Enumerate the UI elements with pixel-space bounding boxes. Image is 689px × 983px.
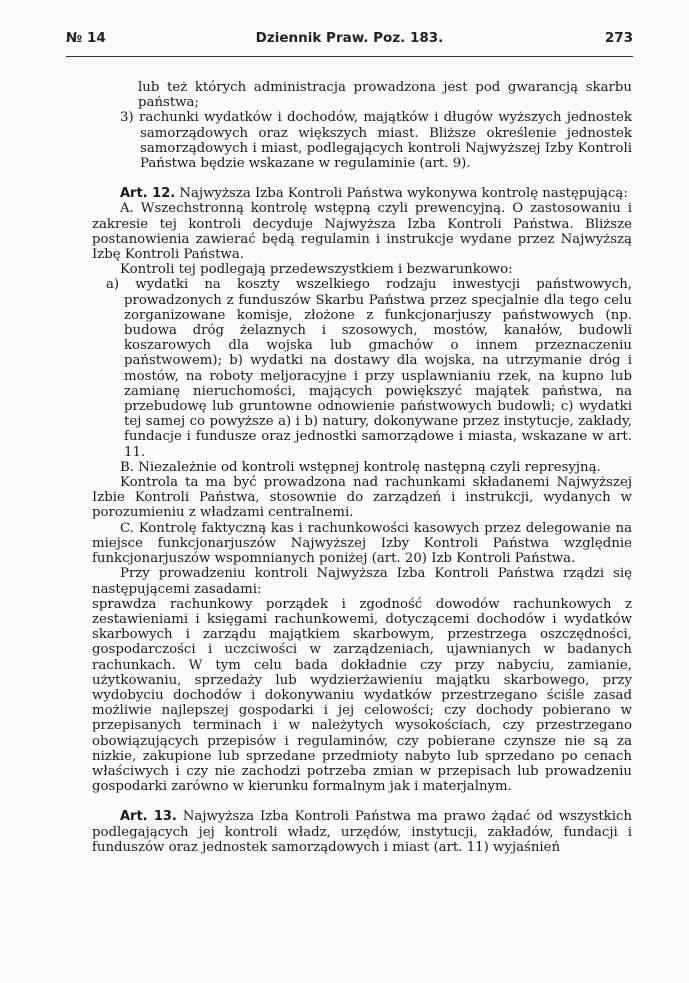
item2-continuation: lub też których administracja prowadzona jest pod gwarancją skarbu państwa; bbox=[138, 80, 632, 111]
article-13-label: Art. 13. bbox=[120, 809, 177, 825]
paragraph-a-list: a) wydatki na koszty wszelkiego rodzaju inwestycji państwowych, prowadzonych z funduszów Skarbu Państwa przez specjalnie dla tego celu zorganizowane komisje, złożone z funkcjonarjuszy państwowych (np. budowa dróg żelaznych i szosowych, mostów, kanałów, budowli koszarowych dla wojska lub gmachów o innem przeznaczeniu państwowem); b) wydatki na dostawy dla wojska, na utrzymanie dróg i mostów, na roboty meljoracyjne i przy usplawnianiu rzek, na kupno lub zamianę nieruchomości, mających powiększyć majątek państwa, na przebudowę lub gruntowne odnowienie państwowych budowli; c) wydatki tej samej co powyższe a) i b) natury, dokonywane przez instytucje, zakłady, fundacje i fundusze oraz jednostki samorządowe i miasta, wskazane w art. 11. bbox=[106, 277, 632, 460]
journal-title: Dziennik Praw. Poz. 183. bbox=[255, 30, 444, 46]
article-12-heading bbox=[92, 186, 632, 201]
issue-number: № 14 bbox=[66, 30, 106, 46]
article-13-text: Najwyższa Izba Kontroli Państwa ma prawo żądać od wszystkich podlegających jej kontroli władz, urzędów, instytucji, zakładów, fundacji i funduszów oraz jednostek samorządowych i miast (art. 11) wyjaśnień bbox=[92, 809, 632, 855]
paragraph-C: C. Kontrolę faktyczną kas i rachunkowości kasowych przez delegowanie na miejsce funkcjonarjuszów Najwyższej Izby Kontroli Państwa względnie funkcjonarjuszów wspomnianych poniżej (art. 20) Izb Kontroli Państwa. bbox=[92, 520, 632, 567]
page-number: 273 bbox=[604, 30, 633, 46]
paragraph-przy: Przy prowadzeniu kontroli Najwyższa Izba Kontroli Państwa rządzi się następującemi zasadami: bbox=[92, 566, 632, 597]
header-rule bbox=[66, 56, 633, 57]
article-12-text: Najwyższa Izba Kontroli Państwa wykonywa kontrolę następującą: bbox=[179, 186, 628, 202]
paragraph-kontrola: Kontrola ta ma być prowadzona nad rachunkami składanemi Najwyższej Izbie Kontroli Państwa, stosownie do zarządzeń i instrukcji, wydanych w porozumieniu z władzami centralnemi. bbox=[92, 475, 632, 521]
paragraph-sprawdza: sprawdza rachunkowy porządek i zgodność dowodów rachunkowych z zestawieniami i księgami rachunkowemi, dotyczącemi dochodów i wydatków skarbowych i zarządu majątkiem skarbowym, przestrzega oszczędności, gospodarczości i uczciwości w zarządzeniach, ujawnianych w badanych rachunkach. W tym celu bada dokładnie czy przy nabyciu, zamianie, użytkowaniu, sprzedaży lub wydzierżawieniu majątku skarbowego, przy wydobyciu dochodów i dokonywaniu wydatków przestrzegano ściśle zasad możliwie najlepszej gospodarki i jej celowości; czy dochody pobierano w przepisanych terminach i w należytych wysokościach, czy przestrzegano obowiązujących przepisów i regulaminów, czy pobierane czynsze nie są za nizkie, zakupione lub sprzedane przedmioty nabyto lub sprzedano po cenach właściwych i czy nie zachodzi potrzeba zmian w przepisach lub prowadzeniu gospodarki zarówno w kierunku formalnym jak i materjalnym. bbox=[92, 596, 632, 795]
article-13-heading bbox=[92, 809, 632, 855]
document-body bbox=[92, 80, 632, 855]
paragraph-kontroli: Kontroli tej podlegają przedewszystkiem i bezwarunkowo: bbox=[120, 262, 513, 278]
paragraph-A: A. Wszechstronną kontrolę wstępną czyli prewencyjną. O zastosowaniu i zakresie tej kontroli decyduje Najwyższa Izba Kontroli Państwa. Bliższe postanowienia zawierać będą regulamin i instrukcje wydane przez Najwyższą Izbę Kontroli Państwa. bbox=[92, 201, 632, 263]
paragraph-B: B. Niezależnie od kontroli wstępnej kontrolę następną czyli represyjną. bbox=[120, 459, 601, 475]
item-3: 3) rachunki wydatków i dochodów, majątków i długów wyższych jednostek samorządowych oraz większych miast. Bliższe określenie jednostek samorządowych i miast, podlegających kontroli Najwyższej Izby Kontroli Państwa będzie wskazane w regulaminie (art. 9). bbox=[120, 110, 632, 172]
article-12-label: Art. 12. bbox=[120, 186, 176, 202]
